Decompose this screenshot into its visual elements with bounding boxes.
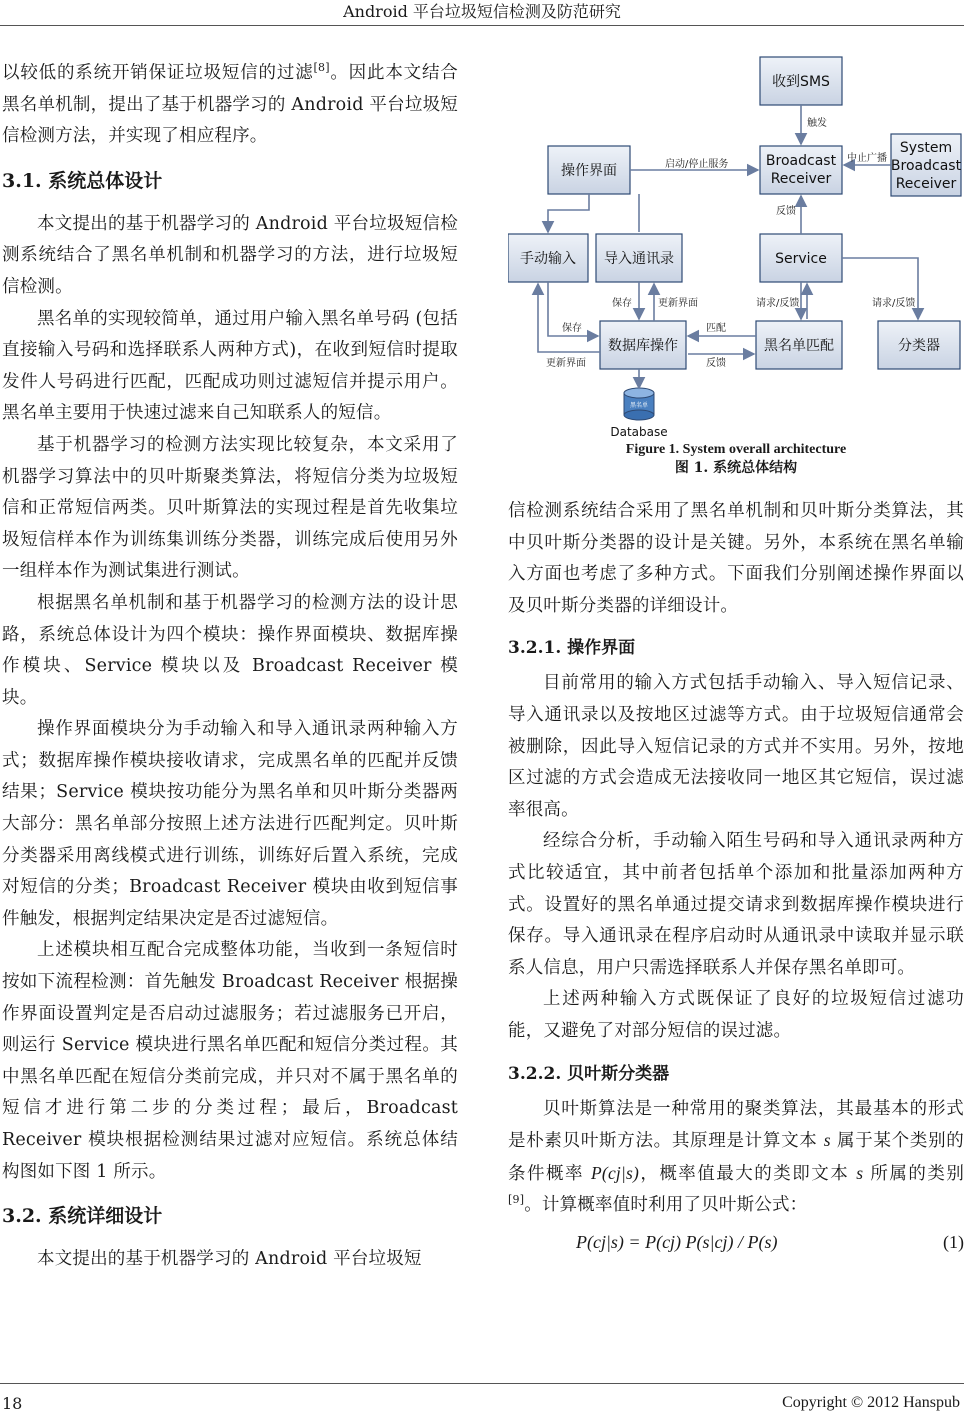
node-manual-input-label: 手动输入 bbox=[520, 251, 576, 267]
citation-9: [9] bbox=[508, 1193, 525, 1207]
edge-label-start-stop: 启动/停止服务 bbox=[665, 159, 729, 170]
paragraph-overview: 本文提出的基于机器学习的 Android 平台垃圾短信检测系统结合了黑名单机制和机器学习的方法，进行垃圾短信检测。 bbox=[2, 213, 458, 297]
paragraph-bayes: 贝叶斯算法是一种常用的聚类算法，其最基本的形式是朴素贝叶斯方法。其原理是计算文本 s 属于某个类别的条件概率 P(cj|s)，概率值最大的类即文本 s 所属的类别[9]。计算概率值时利用了贝叶斯公式： bbox=[508, 1098, 964, 1216]
edge-label-match: 匹配 bbox=[706, 323, 726, 334]
node-system-label-1: System bbox=[899, 140, 953, 156]
footer-rule bbox=[0, 1383, 964, 1384]
architecture-figure bbox=[508, 40, 964, 439]
bayes-equation bbox=[508, 1232, 964, 1253]
db-icon-label: 黑名单 bbox=[629, 402, 649, 409]
figure-caption-en: Figure 1. System overall architecture bbox=[625, 442, 847, 457]
paragraph-modules: 根据黑名单机制和基于机器学习的检测方法的设计思路，系统总体设计为四个模块：操作界面模块、数据库操作模块、Service 模块以及 Broadcast Receiver 模块。 bbox=[2, 592, 458, 708]
page-number: 18 bbox=[2, 1394, 23, 1413]
section-heading-3-2-2: 3.2.2. 贝叶斯分类器 bbox=[508, 1063, 670, 1084]
section-heading-3-2-1: 3.2.1. 操作界面 bbox=[508, 638, 636, 659]
edge-label-trigger: 触发 bbox=[807, 118, 827, 129]
paragraph-input-methods: 目前常用的输入方式包括手动输入、导入短信记录、导入通讯录以及按地区过滤等方式。由于垃圾短信通常会被删除，因此导入短信记录的方式并不实用。另外，按地区过滤的方式会造成无法接收同一地区其它短信，误过滤率很高。 bbox=[508, 673, 964, 820]
edge-label-update-top: 更新界面 bbox=[658, 298, 698, 309]
edge-label-abort: 中止广播 bbox=[847, 153, 887, 164]
citation-8: [8] bbox=[313, 61, 330, 75]
equation-body: P(cj|s) = P(cj) P(s|cj) / P(s) bbox=[576, 1231, 778, 1252]
figure-caption-zh: 图 1. 系统总体结构 bbox=[674, 460, 798, 476]
edge-label-feedback-top: 反馈 bbox=[776, 206, 796, 217]
paragraph-ml-method: 基于机器学习的检测方法实现比较复杂，本文采用了机器学习算法中的贝叶斯聚类算法，将短信分类为垃圾短信和正常短信两类。贝叶斯算法的实现过程是首先收集垃圾短信样本作为训练集训练分类器，训练完成后使用另外一组样本作为测试集进行测试。 bbox=[2, 434, 458, 582]
edge-label-feedback-bottom: 反馈 bbox=[706, 358, 726, 369]
node-system-label-3: Receiver bbox=[895, 176, 957, 192]
node-blacklist-match-label: 黑名单匹配 bbox=[764, 338, 834, 354]
edge-label-request-service: 请求/反馈 bbox=[756, 298, 800, 309]
edge-label-save-left: 保存 bbox=[562, 323, 582, 334]
paragraph-blacklist: 黑名单的实现较简单，通过用户输入黑名单号码 (包括直接输入号码和选择联系人两种方式)，在收到短信时提取发件人号码进行匹配，匹配成功则过滤短信并提示用户。黑名单主要用于快速过滤来自己知联系人的短信。 bbox=[2, 308, 458, 424]
node-broadcast-label-2: Receiver bbox=[770, 171, 832, 187]
section-heading-3-1: 3.1. 系统总体设计 bbox=[2, 169, 163, 192]
paragraph-intro: 以较低的系统开销保证垃圾短信的过滤[8]。因此本文结合黑名单机制，提出了基于机器学习的 Android 平台垃圾短信检测方法，并实现了相应程序。 bbox=[2, 61, 458, 147]
equation-number: (1) bbox=[943, 1231, 964, 1252]
edge-label-save-top: 保存 bbox=[612, 298, 632, 309]
edge-label-request-classifier: 请求/反馈 bbox=[872, 298, 916, 309]
paragraph-input-summary: 上述两种输入方式既保证了良好的垃圾短信过滤功能，又避免了对部分短信的误过滤。 bbox=[508, 989, 964, 1041]
running-title: Android 平台垃圾短信检测及防范研究 bbox=[343, 2, 621, 21]
node-import-contacts-label: 导入通讯录 bbox=[604, 251, 674, 267]
paragraph-detail-continued: 信检测系统结合采用了黑名单机制和贝叶斯分类算法，其中贝叶斯分类器的设计是关键。另外，本系统在黑名单输入方面也考虑了多种方式。下面我们分别阐述操作界面以及贝叶斯分类器的详细设计。 bbox=[508, 501, 964, 616]
paragraph-module-details: 操作界面模块分为手动输入和导入通讯录两种输入方式；数据库操作模块接收请求，完成黑名单的匹配并反馈结果；Service 模块按功能分为黑名单和贝叶斯分类器两大部分：黑名单部分按照上述方法进行匹配判定。贝叶斯分类器采用离线模式进行训练，训练好后置入系统，完成对短信的分类；Broadcast Receiver 模块由收到短信事件触发，根据判定结果决定是否过滤短信。 bbox=[2, 719, 458, 929]
architecture-diagram bbox=[508, 40, 964, 440]
paragraph-detail-intro: 本文提出的基于机器学习的 Android 平台垃圾短 bbox=[37, 1249, 422, 1270]
node-ui-label: 操作界面 bbox=[561, 163, 617, 179]
node-service-label: Service bbox=[775, 251, 827, 267]
node-receive-sms-label: 收到SMS bbox=[772, 74, 830, 90]
node-system-label-2: Broadcast bbox=[890, 158, 962, 174]
edge-label-update-left: 更新界面 bbox=[546, 358, 586, 369]
copyright: Copyright © 2012 Hanspub bbox=[782, 1394, 960, 1411]
database-label: Database bbox=[610, 425, 668, 439]
header-rule bbox=[0, 25, 964, 26]
node-classifier-label: 分类器 bbox=[898, 338, 940, 354]
paragraph-workflow: 上述模块相互配合完成整体功能，当收到一条短信时按如下流程检测：首先触发 Broadcast Receiver 根据操作界面设置判定是否启动过滤服务；若过滤服务已开启，则运行 Service 模块进行黑名单匹配和短信分类过程。其中黑名单匹配在短信分类前完成，并只对不属于黑名单的短信才进行第二步的分类过程；最后，Broadcast Receiver 模块根据检测结果过滤对应短信。系统总体结构图如下图 1 所示。 bbox=[2, 940, 458, 1182]
right-column bbox=[508, 40, 964, 1253]
section-heading-3-2: 3.2. 系统详细设计 bbox=[2, 1205, 163, 1228]
node-db-operation-label: 数据库操作 bbox=[608, 338, 678, 354]
conditional-probability: P(cj|s) bbox=[591, 1162, 640, 1183]
node-broadcast-label-1: Broadcast bbox=[765, 153, 837, 169]
paragraph-selected-methods: 经综合分析，手动输入陌生号码和导入通讯录两种方式比较适宜，其中前者包括单个添加和批量添加两种方式。设置好的黑名单通过提交请求到数据库操作模块进行保存。导入通讯录在程序启动时从通讯录中读取并显示联系人信息，用户只需选择联系人并保存黑名单即可。 bbox=[508, 831, 964, 978]
left-column bbox=[2, 58, 458, 1276]
